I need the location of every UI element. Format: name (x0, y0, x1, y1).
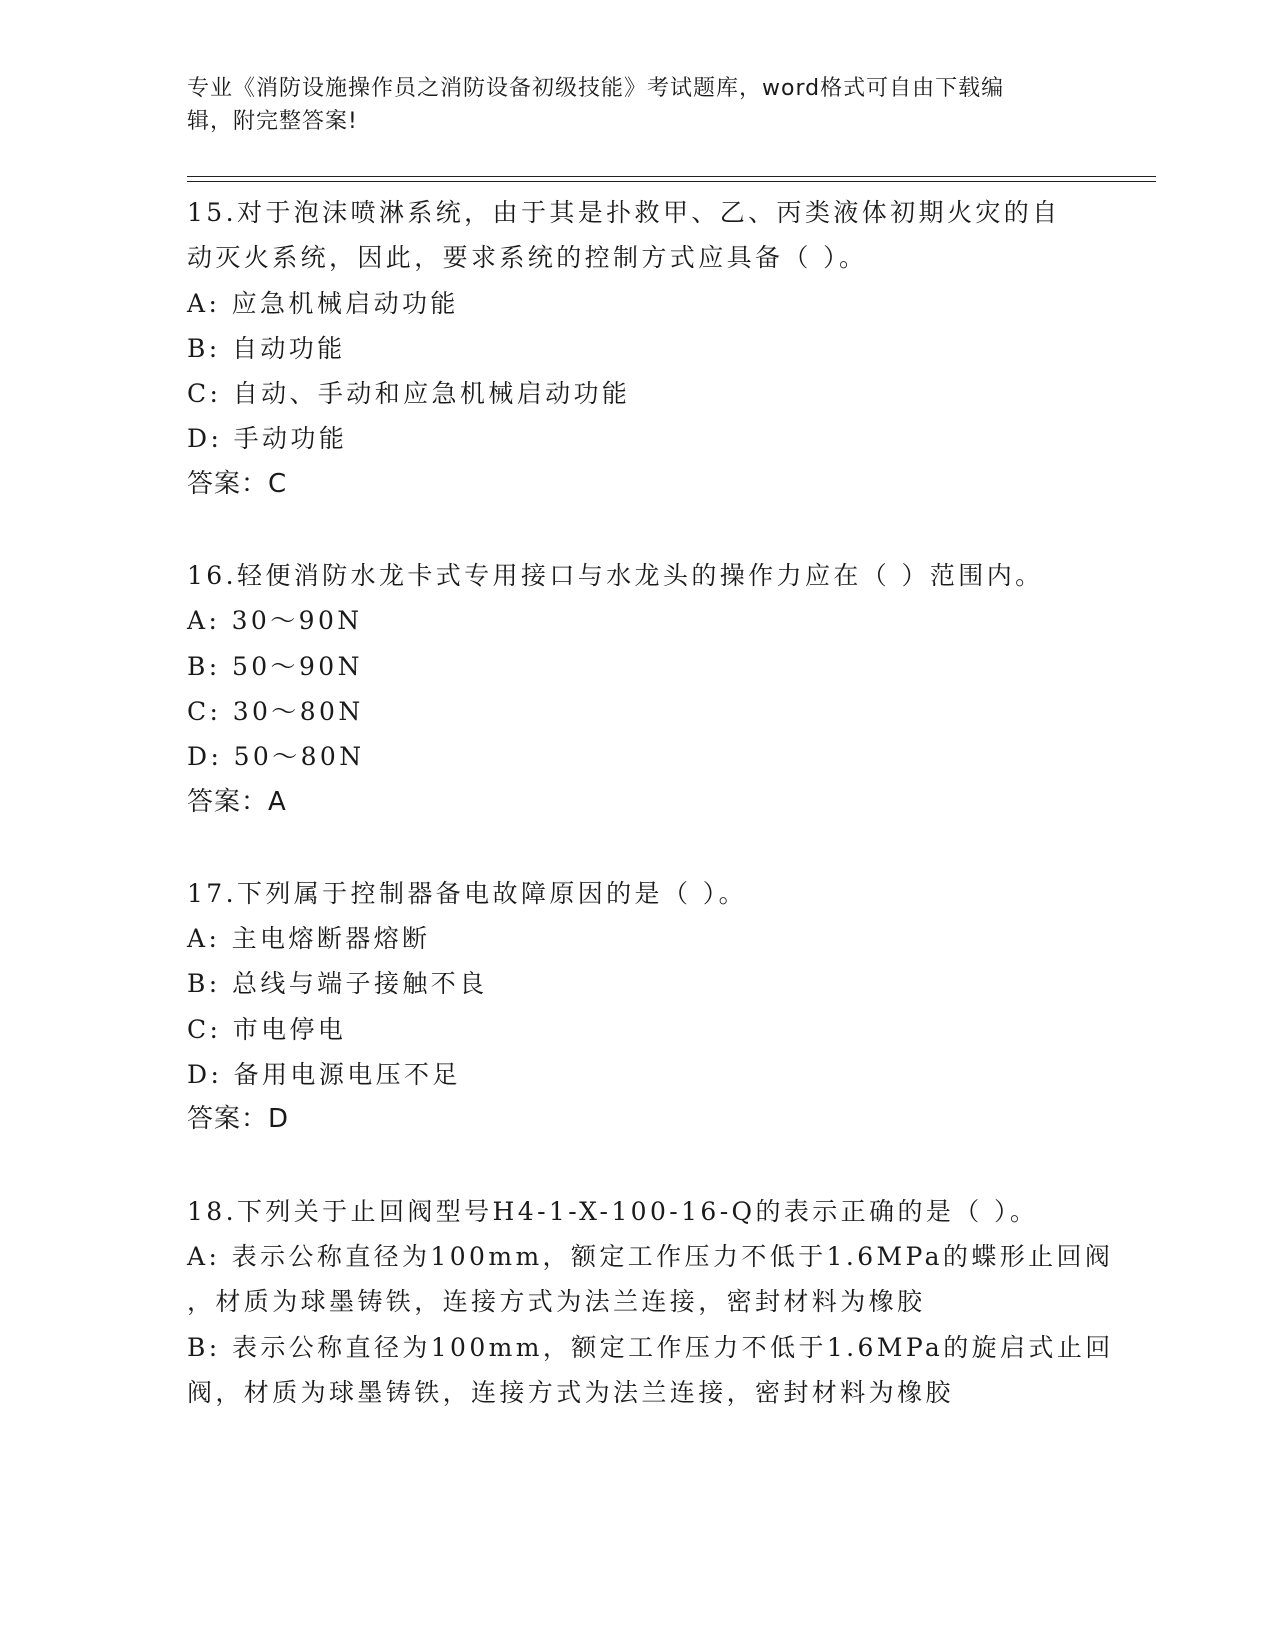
header-line: 辑，附完整答案! (187, 109, 358, 134)
question-spacer (187, 507, 1087, 553)
option-a: A: 主电熔断器熔断 (187, 924, 431, 954)
option-a: A: 30～90N (187, 606, 363, 636)
question-block (187, 553, 1087, 825)
question-block (187, 1189, 1114, 1415)
option-a: A: 应急机械启动功能 (187, 288, 459, 318)
question-stem: 动灭火系统，因此，要求系统的控制方式应具备（ ）。 (187, 243, 868, 273)
option-b: B: 表示公称直径为100mm，额定工作压力不低于1.6MPa的旋启式止回 (187, 1332, 1114, 1362)
question-block (187, 190, 1087, 507)
header-line: 专业《消防设施操作员之消防设备初级技能》考试题库，word格式可自由下载编 (187, 76, 1005, 101)
option-b: B: 自动功能 (187, 333, 346, 363)
option-d: D: 备用电源电压不足 (187, 1060, 461, 1090)
answer-line: 答案：A (187, 786, 287, 817)
option-c: C: 自动、手动和应急机械启动功能 (187, 379, 631, 409)
answer-line: 答案：C (187, 468, 288, 499)
option-b: B: 总线与端子接触不良 (187, 969, 488, 999)
option-a-continued: ，材质为球墨铸铁，连接方式为法兰连接，密封材料为橡胶 (187, 1287, 926, 1317)
option-c: C: 30～80N (187, 696, 364, 726)
option-b: B: 50～90N (187, 651, 363, 681)
question-stem: 15.对于泡沫喷淋系统，由于其是扑救甲、乙、丙类液体初期火灾的自 (187, 198, 1061, 227)
question-stem: 17.下列属于控制器备电故障原因的是（ ）。 (187, 878, 748, 908)
header-divider (187, 181, 1156, 182)
question-stem: 18.下列关于止回阀型号H4-1-X-100-16-Q的表示正确的是（ ）。 (187, 1196, 1039, 1226)
option-b-continued: 阀，材质为球墨铸铁，连接方式为法兰连接，密封材料为橡胶 (187, 1377, 954, 1407)
option-a: A: 表示公称直径为100mm，额定工作压力不低于1.6MPa的蝶形止回阀 (187, 1241, 1114, 1271)
option-d: D: 50～80N (187, 742, 365, 772)
option-d: D: 手动功能 (187, 424, 348, 454)
question-block (187, 871, 1087, 1143)
header-divider (187, 176, 1156, 177)
document-header (187, 72, 1067, 138)
question-list (187, 190, 1114, 1415)
question-spacer (187, 1143, 1087, 1189)
question-stem: 16.轻便消防水龙卡式专用接口与水龙头的操作力应在（ ）范围内。 (187, 561, 1044, 591)
question-spacer (187, 825, 1087, 871)
option-c: C: 市电停电 (187, 1014, 347, 1044)
answer-line: 答案：D (187, 1104, 290, 1135)
